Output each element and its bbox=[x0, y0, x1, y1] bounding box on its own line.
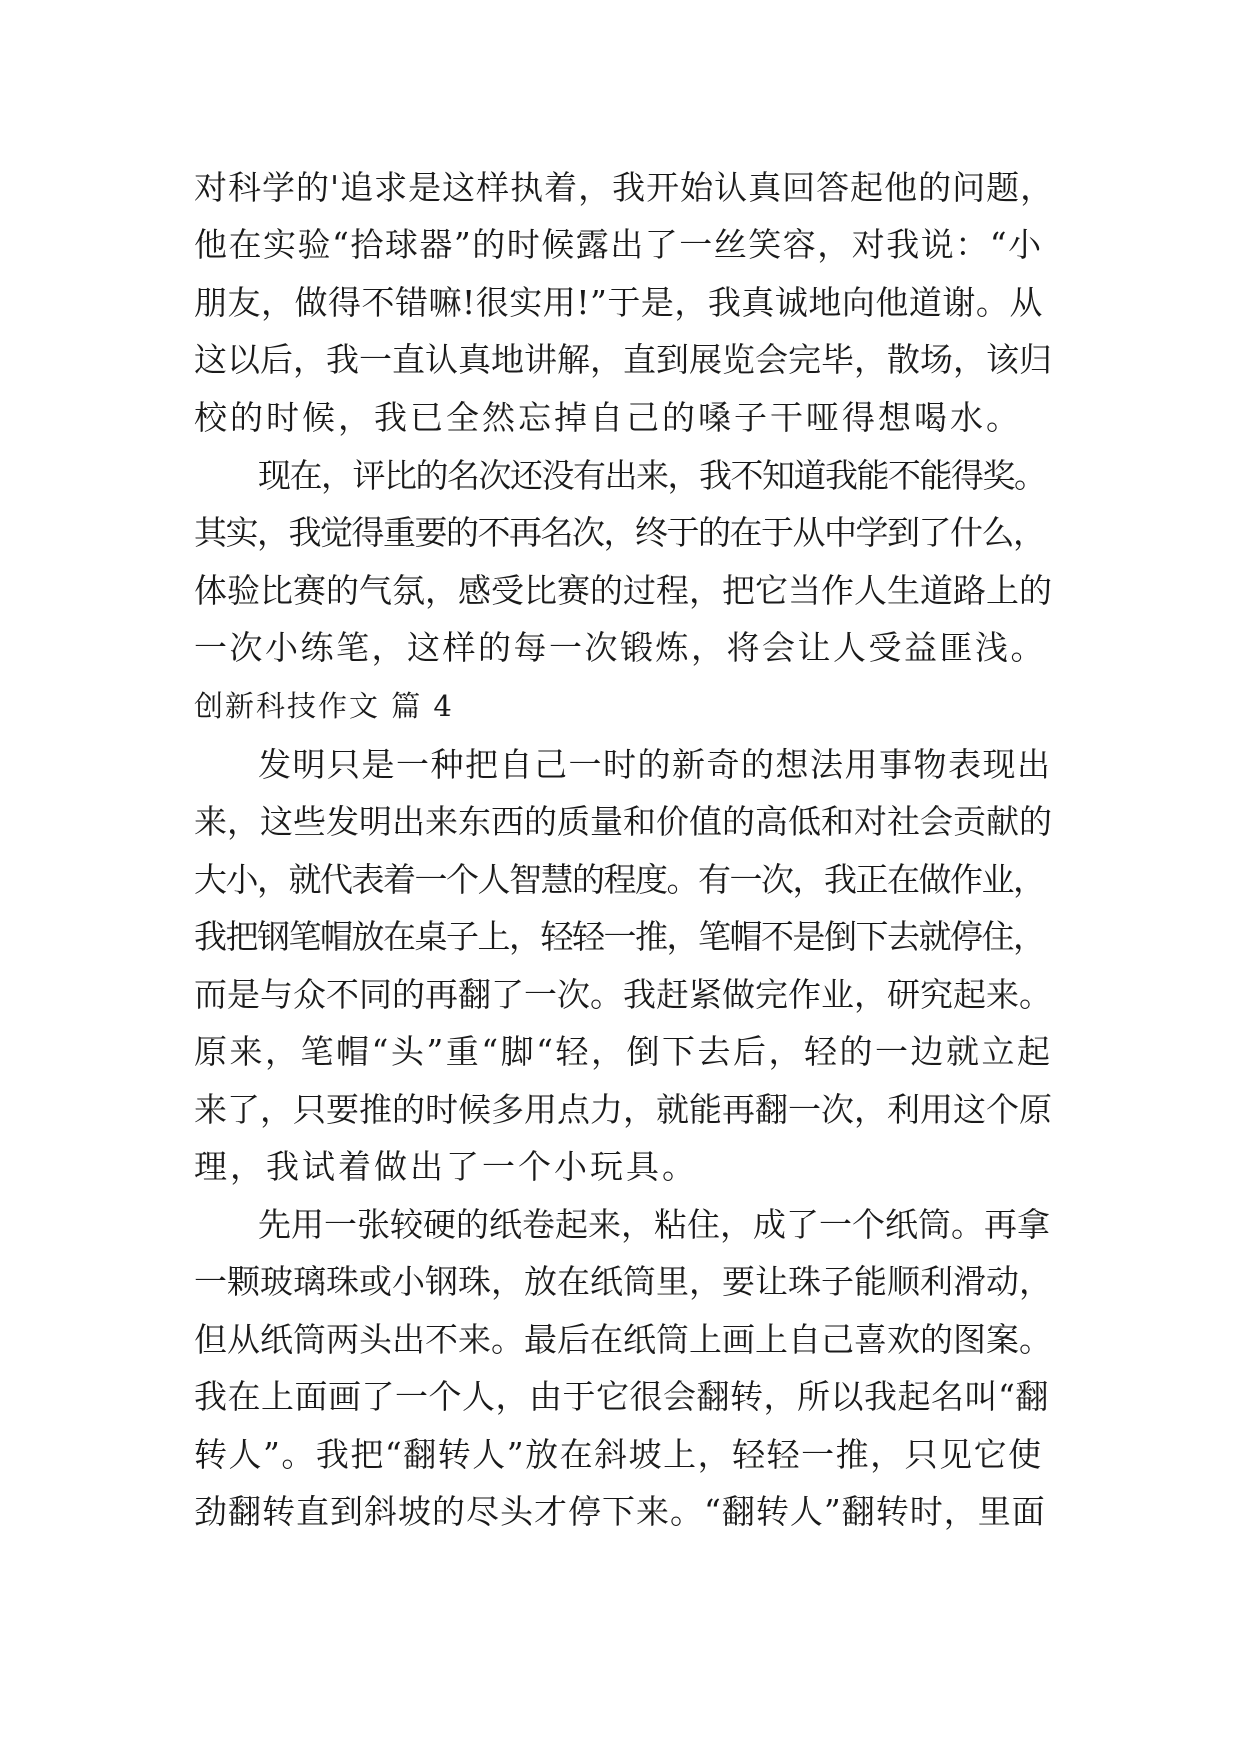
paragraph-2-line-4: 一次小练笔，这样的每一次锻炼，将会让人受益匪浅。 bbox=[194, 628, 1046, 667]
paragraph-1-line-4: 这以后，我一直认真地讲解，直到展览会完毕，散场，该归 bbox=[194, 340, 1052, 379]
paragraph-3-line-4: 我把钢笔帽放在桌子上，轻轻一推，笔帽不是倒下去就停住， bbox=[194, 917, 1045, 956]
paragraph-4-line-1: 先用一张较硬的纸卷起来，粘住，成了一个纸筒。再拿 bbox=[258, 1205, 1050, 1244]
paragraph-3-line-7: 来了，只要推的时候多用点力，就能再翻一次，利用这个原 bbox=[194, 1090, 1052, 1129]
paragraph-2-line-1: 现在，评比的名次还没有出来，我不知道我能不能得奖。 bbox=[258, 456, 1046, 495]
paragraph-4-line-5: 转人”。我把“翻转人”放在斜坡上，轻轻一推，只见它使 bbox=[194, 1435, 1043, 1474]
paragraph-1-line-5: 校的时候，我已全然忘掉自己的嗓子干哑得想喝水。 bbox=[194, 398, 1022, 437]
paragraph-3-line-2: 来，这些发明出来东西的质量和价值的高低和对社会贡献的 bbox=[194, 802, 1052, 841]
paragraph-3-line-3: 大小，就代表着一个人智慧的程度。有一次，我正在做作业， bbox=[194, 860, 1045, 899]
paragraph-3-line-6: 原来，笔帽“头”重“脚“轻，倒下去后，轻的一边就立起 bbox=[194, 1032, 1053, 1071]
paragraph-3-line-1: 发明只是一种把自己一时的新奇的想法用事物表现出 bbox=[258, 745, 1052, 784]
paragraph-2-line-3: 体验比赛的气氛，感受比赛的过程，把它当作人生道路上的 bbox=[194, 571, 1052, 610]
paragraph-1-line-2: 他在实验“拾球器”的时候露出了一丝笑容，对我说：“小 bbox=[194, 225, 1043, 264]
paragraph-4-line-3: 但从纸筒两头出不来。最后在纸筒上画上自己喜欢的图案。 bbox=[194, 1320, 1052, 1359]
paragraph-1-line-3: 朋友，做得不错嘛!很实用!”于是，我真诚地向他道谢。从 bbox=[194, 283, 1043, 322]
paragraph-3-line-8: 理，我试着做出了一个小玩具。 bbox=[194, 1147, 698, 1186]
paragraph-2-line-2: 其实，我觉得重要的不再名次，终于的在于从中学到了什么， bbox=[194, 513, 1045, 552]
paragraph-1-line-1: 对科学的'追求是这样执着，我开始认真回答起他的问题， bbox=[194, 168, 1055, 207]
paragraph-3-line-5: 而是与众不同的再翻了一次。我赶紧做完作业，研究起来。 bbox=[194, 975, 1052, 1014]
paragraph-4-line-4: 我在上面画了一个人，由于它很会翻转，所以我起名叫“翻 bbox=[194, 1377, 1049, 1416]
section-heading: 创新科技作文 篇 4 bbox=[194, 689, 454, 723]
paragraph-4-line-2: 一颗玻璃珠或小钢珠，放在纸筒里，要让珠子能顺利滑动， bbox=[194, 1262, 1052, 1301]
paragraph-4-line-6: 劲翻转直到斜坡的尽头才停下来。“翻转人”翻转时，里面 bbox=[194, 1492, 1046, 1531]
